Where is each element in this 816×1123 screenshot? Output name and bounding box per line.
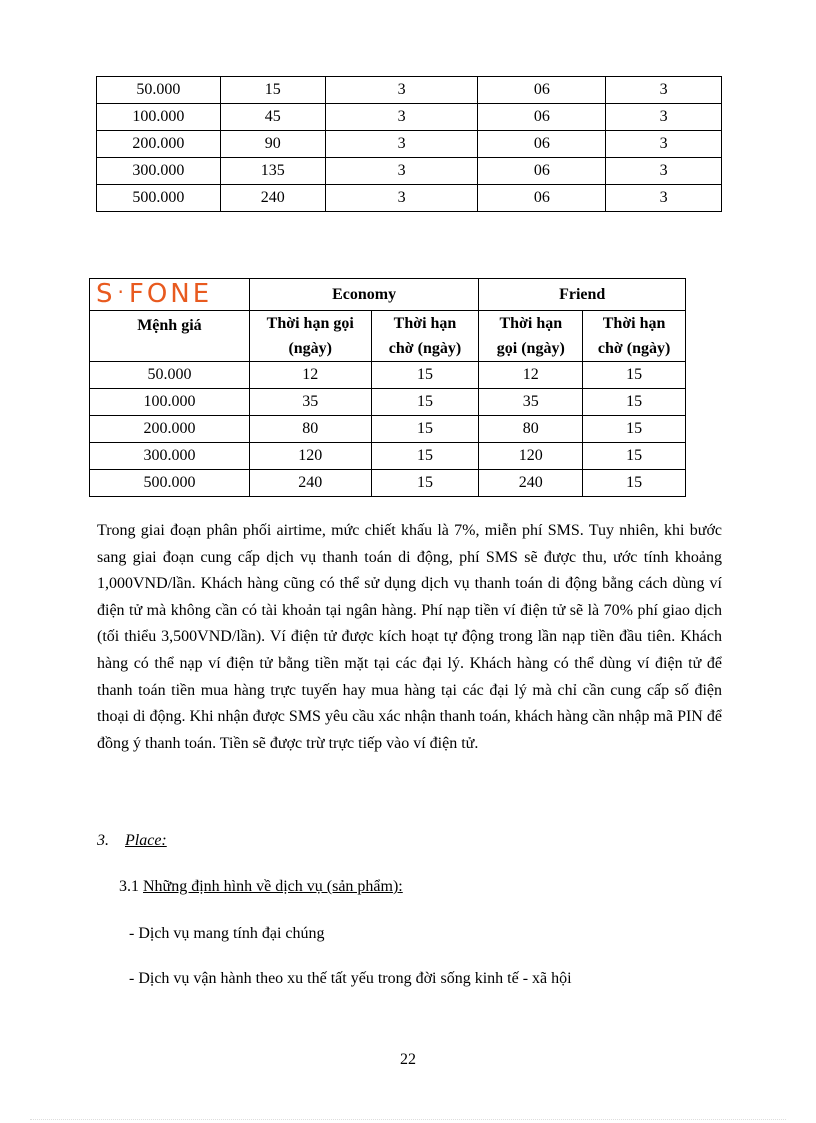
table-cell: 300.000 bbox=[97, 158, 221, 185]
table-cell: 3 bbox=[606, 185, 722, 212]
table-cell: 3 bbox=[606, 104, 722, 131]
table-row bbox=[97, 104, 722, 131]
bullet-item: - Dịch vụ mang tính đại chúng bbox=[129, 925, 325, 942]
table-cell: 3 bbox=[606, 77, 722, 104]
table-cell: 100.000 bbox=[90, 389, 250, 416]
table-cell: 15 bbox=[371, 416, 479, 443]
table-cell: 06 bbox=[478, 185, 606, 212]
table-cell: 06 bbox=[478, 104, 606, 131]
table-header-row bbox=[90, 279, 686, 311]
table-row bbox=[90, 389, 686, 416]
table-cell: 3 bbox=[606, 158, 722, 185]
table-row bbox=[90, 443, 686, 470]
col-menh-gia: Mệnh giá bbox=[90, 311, 250, 362]
page-number: 22 bbox=[400, 1051, 416, 1068]
table-row bbox=[97, 131, 722, 158]
col-economy-call: Thời hạn gọi (ngày) bbox=[249, 311, 371, 362]
table-cell: 45 bbox=[220, 104, 325, 131]
table-cell: 300.000 bbox=[90, 443, 250, 470]
table-row bbox=[90, 470, 686, 497]
table-cell: 240 bbox=[220, 185, 325, 212]
col-economy-wait: Thời hạn chờ (ngày) bbox=[371, 311, 479, 362]
table-row bbox=[90, 362, 686, 389]
table-1-body bbox=[97, 77, 722, 212]
table-cell: 80 bbox=[479, 416, 583, 443]
table-cell: 06 bbox=[478, 77, 606, 104]
table-cell: 100.000 bbox=[97, 104, 221, 131]
col-friend-call: Thời hạn gọi (ngày) bbox=[479, 311, 583, 362]
denomination-table-1 bbox=[96, 76, 722, 212]
table-cell: 80 bbox=[249, 416, 371, 443]
table-cell: 15 bbox=[583, 416, 686, 443]
table-cell: 3 bbox=[325, 131, 478, 158]
sfone-package-table bbox=[89, 278, 686, 497]
table-row bbox=[97, 158, 722, 185]
table-cell: 3 bbox=[325, 158, 478, 185]
section-3-heading: 3. Place: bbox=[97, 832, 167, 849]
page-divider bbox=[30, 1119, 786, 1120]
table-cell: 120 bbox=[249, 443, 371, 470]
table-cell: 200.000 bbox=[97, 131, 221, 158]
group-economy: Economy bbox=[249, 279, 479, 311]
table-cell: 240 bbox=[479, 470, 583, 497]
table-cell: 3 bbox=[325, 185, 478, 212]
group-friend: Friend bbox=[479, 279, 686, 311]
table-cell: 15 bbox=[583, 443, 686, 470]
table-cell: 15 bbox=[583, 470, 686, 497]
table-cell: 3 bbox=[606, 131, 722, 158]
table-cell: 15 bbox=[220, 77, 325, 104]
table-2-body bbox=[90, 362, 686, 497]
table-cell: 120 bbox=[479, 443, 583, 470]
table-cell: 12 bbox=[479, 362, 583, 389]
table-cell: 15 bbox=[371, 362, 479, 389]
col-friend-wait: Thời hạn chờ (ngày) bbox=[583, 311, 686, 362]
table-row bbox=[90, 416, 686, 443]
table-cell: 90 bbox=[220, 131, 325, 158]
table-cell: 15 bbox=[371, 443, 479, 470]
table-cell: 135 bbox=[220, 158, 325, 185]
table-cell: 15 bbox=[371, 389, 479, 416]
table-cell: 3 bbox=[325, 77, 478, 104]
table-subheader-row bbox=[90, 311, 686, 362]
body-paragraph: Trong giai đoạn phân phối airtime, mức chiết khấu là 7%, miễn phí SMS. Tuy nhiên, khi bước sang giai đoạn cung cấp dịch vụ thanh toán di động, phí SMS sẽ được thu, ước tính khoảng 1,000VND/lần. Khách hàng cũng có thể sử dụng dịch vụ thanh toán di động bằng cách dùng ví điện tử mà không cần có tài khoản tại ngân hàng. Phí nạp tiền ví điện tử sẽ là 70% phí giao dịch (tối thiểu 3,500VND/lần). Ví điện tử được kích hoạt tự động trong lần nạp tiền đầu tiên. Khách hàng có thể nạp ví điện tử bằng tiền mặt tại các đại lý. Khách hàng có thể dùng ví điện tử để thanh toán tiền mua hàng trực tuyến hay mua hàng tại các đại lý mà chỉ cần cung cấp số điện thoại di động. Khi nhận được SMS yêu cầu xác nhận thanh toán, khách hàng cần nhập mã PIN để đồng ý thanh toán. Tiền sẽ được trừ trực tiếp vào ví điện tử. bbox=[97, 522, 722, 752]
table-cell: 06 bbox=[478, 131, 606, 158]
table-cell: 500.000 bbox=[97, 185, 221, 212]
table-row bbox=[97, 77, 722, 104]
table-cell: 12 bbox=[249, 362, 371, 389]
table-cell: 200.000 bbox=[90, 416, 250, 443]
table-cell: 15 bbox=[371, 470, 479, 497]
table-cell: 3 bbox=[325, 104, 478, 131]
table-cell: 35 bbox=[249, 389, 371, 416]
table-cell: 35 bbox=[479, 389, 583, 416]
table-cell: 15 bbox=[583, 389, 686, 416]
table-cell: 240 bbox=[249, 470, 371, 497]
bullet-item: - Dịch vụ vận hành theo xu thế tất yếu trong đời sống kinh tế - xã hội bbox=[129, 970, 572, 987]
table-row bbox=[97, 185, 722, 212]
table-cell: 06 bbox=[478, 158, 606, 185]
sfone-logo: S ·FONE bbox=[90, 279, 250, 311]
subsection-3-1-heading: 3.1 Những định hình về dịch vụ (sản phẩm): bbox=[119, 878, 403, 895]
table-cell: 500.000 bbox=[90, 470, 250, 497]
table-cell: 50.000 bbox=[97, 77, 221, 104]
table-cell: 15 bbox=[583, 362, 686, 389]
table-cell: 50.000 bbox=[90, 362, 250, 389]
